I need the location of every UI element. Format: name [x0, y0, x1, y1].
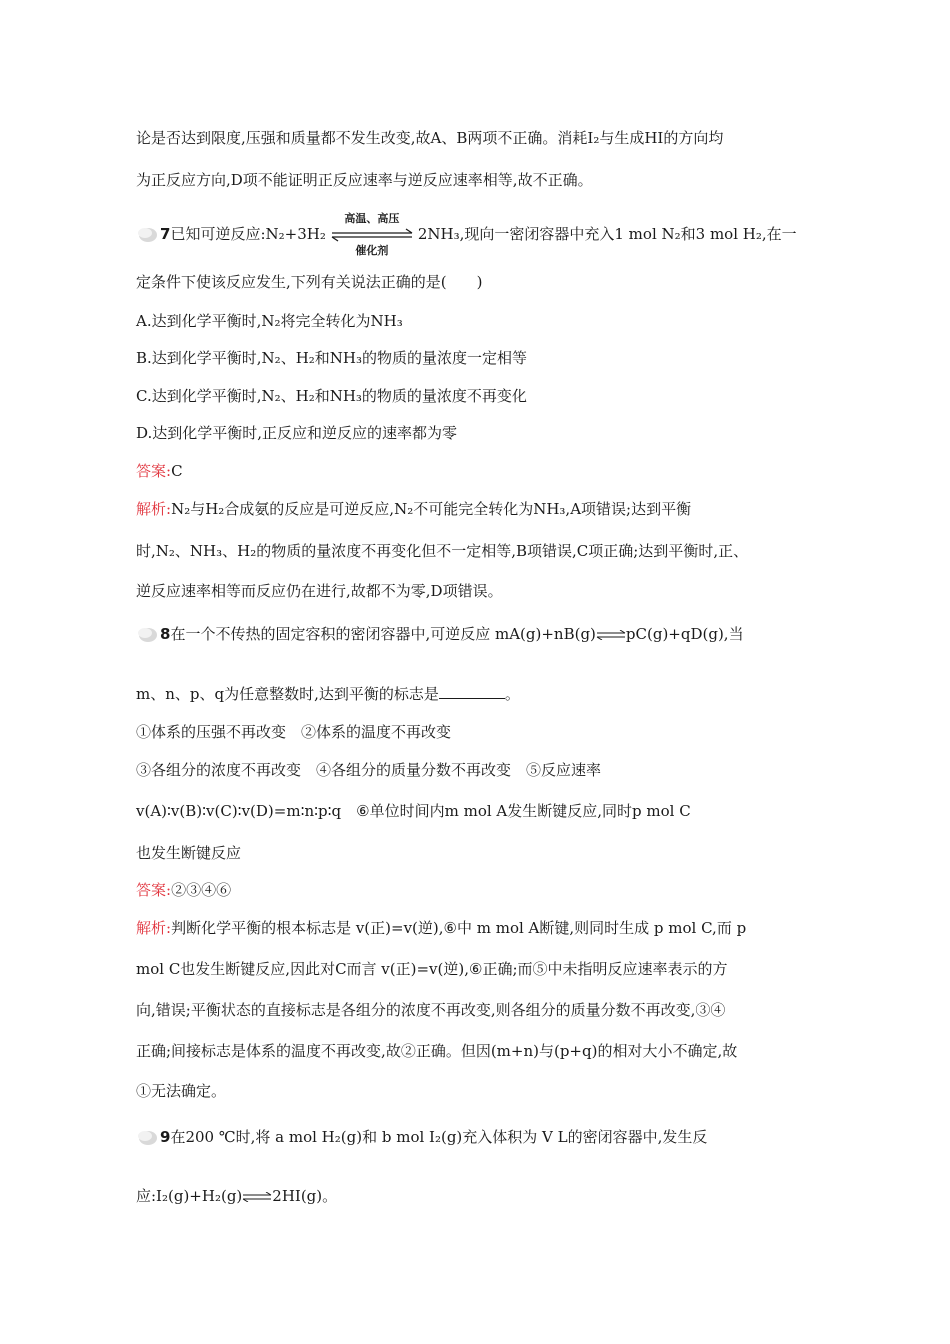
option-a: A.达到化学平衡时,N₂将完全转化为NH₃ [136, 312, 403, 330]
question-7-stem-cont: 定条件下使该反应发生,下列有关说法正确的是( ) [136, 273, 483, 291]
question-number: 8 [160, 625, 171, 643]
items-line: 也发生断键反应 [136, 844, 242, 862]
analysis-7-line: 逆反应速率相等而反应仍在进行,故都不为零,D项错误。 [136, 582, 503, 600]
condition-top: 高温、高压 [344, 212, 400, 225]
question-9-stem: 9在200 ℃时,将 a mol H₂(g)和 b mol I₂(g)充入体积为 V L的密闭容器中,发生反 [136, 1127, 707, 1147]
question-number: 7 [160, 225, 171, 243]
items-line: v(A)∶v(B)∶v(C)∶v(D)=m∶n∶p∶q ⑥单位时间内m mol A发生断键反应,同时p mol C [136, 802, 691, 820]
question-7-stem: 7已知可逆反应:N₂+3H₂ 高温、高压 催化剂 2NH₃,现向一密闭容器中充入1 mol N₂和3 mol H₂,在一 [136, 224, 797, 245]
analysis-7-line: 时,N₂、NH₃、H₂的物质的量浓度不再变化但不一定相等,B项错误,C项正确;达到平衡时,正、 [136, 542, 749, 560]
analysis-8: 解析:判断化学平衡的根本标志是 v(正)=v(逆),⑥中 m mol A断键,则同时生成 p mol C,而 p [136, 919, 747, 937]
reversible-arrow [330, 212, 414, 257]
question-9-stem-cont: 应:I₂(g)+H₂(g) 2HI(g)。 [136, 1187, 338, 1205]
analysis-7: 解析:N₂与H₂合成氨的反应是可逆反应,N₂不可能完全转化为NH₃,A项错误;达到平衡 [136, 500, 692, 518]
analysis-8-line: ①无法确定。 [136, 1082, 227, 1100]
analysis-8-line: 向,错误;平衡状态的直接标志是各组分的浓度不再改变,则各组分的质量分数不再改变,③④ [136, 1001, 726, 1019]
analysis-8-line: 正确;间接标志是体系的温度不再改变,故②正确。但因(m+n)与(p+q)的相对大小不确定,故 [136, 1042, 738, 1060]
bubble-icon [136, 628, 158, 642]
items-line: ①体系的压强不再改变 ②体系的温度不再改变 [136, 723, 452, 741]
question-8-stem-cont: m、n、p、q为任意整数时,达到平衡的标志是 。 [136, 685, 520, 703]
question-number: 9 [160, 1128, 171, 1146]
bubble-icon [136, 1131, 158, 1145]
equilibrium-arrow-icon [242, 1192, 272, 1202]
option-d: D.达到化学平衡时,正反应和逆反应的速率都为零 [136, 424, 458, 442]
equilibrium-arrow-icon [596, 630, 626, 640]
option-b: B.达到化学平衡时,N₂、H₂和NH₃的物质的量浓度一定相等 [136, 349, 528, 367]
answer-8: 答案:②③④⑥ [136, 881, 232, 899]
bubble-icon [136, 228, 158, 242]
question-8-stem: 8在一个不传热的固定容积的密闭容器中,可逆反应 mA(g)+nB(g) pC(g)+qD(g),当 [136, 624, 744, 644]
answer-7: 答案:C [136, 462, 183, 480]
text-line: 为正反应方向,D项不能证明正反应速率与逆反应速率相等,故不正确。 [136, 171, 593, 189]
analysis-8-line: mol C也发生断键反应,因此对C而言 v(正)=v(逆),⑥正确;而⑤中未指明反应速率表示的方 [136, 960, 728, 978]
items-line: ③各组分的浓度不再改变 ④各组分的质量分数不再改变 ⑤反应速率 [136, 761, 602, 779]
answer-blank [439, 684, 505, 699]
condition-bottom: 催化剂 [355, 244, 389, 257]
option-c: C.达到化学平衡时,N₂、H₂和NH₃的物质的量浓度不再变化 [136, 387, 527, 405]
text-line: 论是否达到限度,压强和质量都不发生改变,故A、B两项不正确。消耗I₂与生成HI的方向均 [136, 129, 724, 147]
